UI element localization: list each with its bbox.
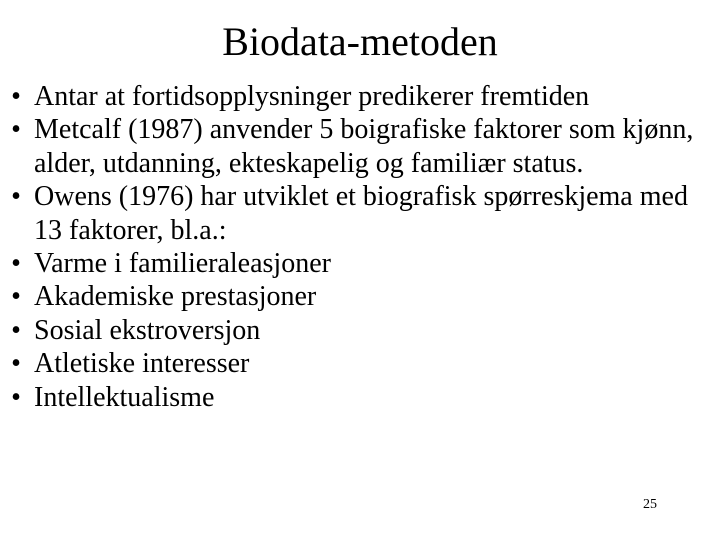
bullet-text: Atletiske interesser — [34, 348, 250, 380]
bullet-item-metcalf — [0, 113, 720, 180]
bullet-item-sosial — [0, 314, 720, 347]
bullet-icon: • — [11, 348, 21, 380]
bullet-text: Akademiske prestasjoner — [34, 281, 317, 313]
bullet-item-intellektualisme — [0, 381, 720, 414]
bullet-item-fortid — [0, 80, 720, 113]
bullet-item-owens — [0, 180, 720, 247]
bullet-item-varme — [0, 247, 720, 280]
bullet-text: Intellektualisme — [34, 381, 215, 413]
bullet-text: Sosial ekstroversjon — [34, 314, 261, 346]
bullet-icon: • — [11, 81, 21, 112]
slide-number: 25 — [643, 497, 657, 512]
bullet-list — [0, 80, 720, 414]
bullet-icon: • — [11, 281, 21, 313]
bullet-icon: • — [11, 314, 21, 346]
bullet-text: Owens (1976) har utviklet et biografisk spørreskjema med 13 faktorer, bl.a.: — [34, 181, 688, 246]
bullet-icon: • — [11, 248, 21, 280]
bullet-text: Metcalf (1987) anvender 5 boigrafiske faktorer som kjønn, alder, utdanning, ekteskapelig og familiær status. — [34, 114, 694, 179]
bullet-item-akademiske — [0, 280, 720, 313]
bullet-icon: • — [11, 381, 21, 413]
bullet-text: Varme i familieraleasjoner — [34, 248, 331, 280]
bullet-text: Antar at fortidsopplysninger predikerer fremtiden — [34, 81, 590, 112]
slide-title: Biodata-metoden — [222, 19, 498, 64]
bullet-icon: • — [11, 114, 21, 146]
bullet-item-atletiske — [0, 347, 720, 380]
bullet-icon: • — [11, 181, 21, 213]
